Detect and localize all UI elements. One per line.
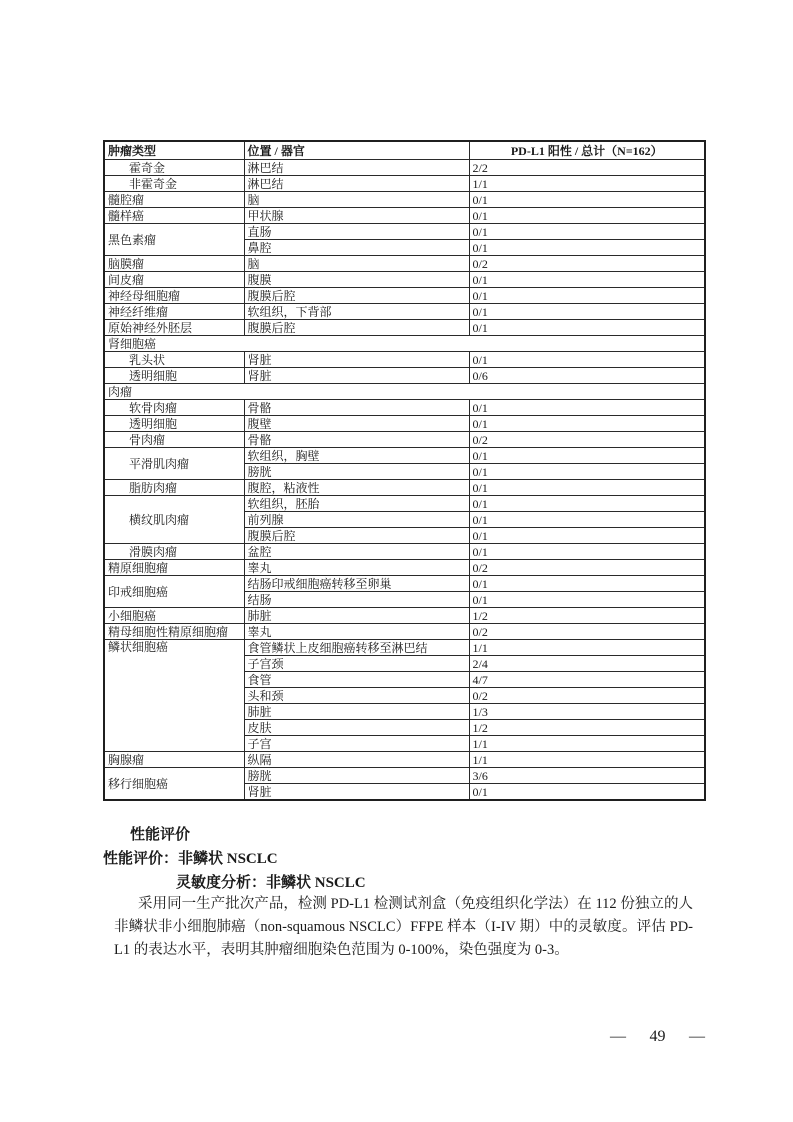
tumor-type-cell: 神经母细胞瘤	[104, 288, 244, 304]
location-cell: 膀胱	[244, 464, 469, 480]
table-row	[104, 432, 705, 448]
table-row	[104, 304, 705, 320]
tumor-type-cell: 透明细胞	[104, 368, 244, 384]
tumor-type-cell: 胸腺瘤	[104, 752, 244, 768]
table-row	[104, 416, 705, 432]
pdl1-count-cell: 4/7	[469, 672, 705, 688]
tumor-type-cell: 髓腔瘤	[104, 192, 244, 208]
table-row	[104, 400, 705, 416]
location-cell: 骨骼	[244, 432, 469, 448]
table-row	[104, 576, 705, 592]
location-cell: 盆腔	[244, 544, 469, 560]
section-label-cell: 肾细胞癌	[104, 336, 705, 352]
location-cell: 肺脏	[244, 704, 469, 720]
table-row	[104, 176, 705, 192]
pdl1-count-cell: 0/1	[469, 288, 705, 304]
location-cell: 软组织，胚胎	[244, 496, 469, 512]
tumor-table-body	[104, 160, 705, 801]
location-cell: 腹膜后腔	[244, 528, 469, 544]
table-row	[104, 320, 705, 336]
location-cell: 肾脏	[244, 352, 469, 368]
location-cell: 脑	[244, 256, 469, 272]
page-number-dash-right: —	[689, 1028, 705, 1045]
table-row	[104, 768, 705, 784]
tumor-type-cell: 原始神经外胚层	[104, 320, 244, 336]
tumor-type-cell: 骨肉瘤	[104, 432, 244, 448]
table-row	[104, 608, 705, 624]
tumor-type-cell: 平滑肌肉瘤	[104, 448, 244, 480]
pdl1-count-cell: 1/1	[469, 752, 705, 768]
pdl1-count-cell: 0/1	[469, 352, 705, 368]
tumor-type-cell: 非霍奇金	[104, 176, 244, 192]
tumor-type-cell: 霍奇金	[104, 160, 244, 176]
location-cell: 腹壁	[244, 416, 469, 432]
pdl1-count-cell: 0/1	[469, 544, 705, 560]
table-row	[104, 560, 705, 576]
table-row	[104, 480, 705, 496]
location-cell: 直肠	[244, 224, 469, 240]
pdl1-count-cell: 0/1	[469, 240, 705, 256]
col-header-location-organ: 位置 / 器官	[244, 141, 469, 160]
pdl1-count-cell: 0/2	[469, 432, 705, 448]
table-row	[104, 640, 705, 656]
page-number-value: 49	[649, 1028, 666, 1045]
table-row	[104, 448, 705, 464]
pdl1-count-cell: 0/2	[469, 624, 705, 640]
section-label-cell: 肉瘤	[104, 384, 705, 400]
location-cell: 软组织，下背部	[244, 304, 469, 320]
pdl1-count-cell: 0/2	[469, 256, 705, 272]
pdl1-count-cell: 0/1	[469, 784, 705, 801]
page-number-dash-left: —	[610, 1028, 626, 1045]
table-row	[104, 368, 705, 384]
pdl1-count-cell: 0/1	[469, 400, 705, 416]
location-cell: 肺脏	[244, 608, 469, 624]
location-cell: 腹膜后腔	[244, 320, 469, 336]
pdl1-count-cell: 0/6	[469, 368, 705, 384]
pdl1-count-cell: 0/1	[469, 192, 705, 208]
location-cell: 脑	[244, 192, 469, 208]
location-cell: 前列腺	[244, 512, 469, 528]
pdl1-count-cell: 0/1	[469, 448, 705, 464]
tumor-type-cell: 小细胞癌	[104, 608, 244, 624]
tumor-type-cell: 移行细胞癌	[104, 768, 244, 801]
pdl1-count-cell: 0/1	[469, 528, 705, 544]
pdl1-count-cell: 0/1	[469, 480, 705, 496]
section-title-performance-nsclc: 性能评价：非鳞状 NSCLC	[103, 851, 278, 867]
table-row	[104, 192, 705, 208]
pdl1-count-cell: 0/1	[469, 272, 705, 288]
table-row	[104, 624, 705, 640]
tumor-type-cell: 间皮瘤	[104, 272, 244, 288]
location-cell: 睾丸	[244, 624, 469, 640]
tumor-type-cell: 髓样癌	[104, 208, 244, 224]
pdl1-count-cell: 1/2	[469, 720, 705, 736]
pdl1-count-cell: 1/3	[469, 704, 705, 720]
location-cell: 鼻腔	[244, 240, 469, 256]
location-cell: 结肠	[244, 592, 469, 608]
pdl1-count-cell: 2/2	[469, 160, 705, 176]
location-cell: 子宫颈	[244, 656, 469, 672]
header-row	[104, 141, 705, 160]
tumor-type-cell: 横纹肌肉瘤	[104, 496, 244, 544]
location-cell: 肾脏	[244, 784, 469, 801]
tumor-type-cell: 精原细胞瘤	[104, 560, 244, 576]
section-title-sensitivity-analysis: 灵敏度分析：非鳞状 NSCLC	[176, 875, 366, 891]
tumor-type-cell: 印戒细胞癌	[104, 576, 244, 608]
section-title-performance: 性能评价	[130, 827, 191, 843]
table-row	[104, 272, 705, 288]
pdl1-count-cell: 1/1	[469, 640, 705, 656]
location-cell: 腹膜	[244, 272, 469, 288]
pdl1-count-cell: 0/1	[469, 464, 705, 480]
tumor-type-cell: 乳头状	[104, 352, 244, 368]
tumor-type-cell: 透明细胞	[104, 416, 244, 432]
pdl1-count-cell: 1/2	[469, 608, 705, 624]
pdl1-count-cell: 0/2	[469, 688, 705, 704]
tumor-type-cell: 精母细胞性精原细胞瘤	[104, 624, 244, 640]
location-cell: 结肠印戒细胞癌转移至卵巢	[244, 576, 469, 592]
tumor-type-cell: 脑膜瘤	[104, 256, 244, 272]
table-section-row	[104, 384, 705, 400]
pdl1-count-cell: 0/2	[469, 560, 705, 576]
table-row	[104, 352, 705, 368]
location-cell: 头和颈	[244, 688, 469, 704]
location-cell: 淋巴结	[244, 176, 469, 192]
table-row	[104, 544, 705, 560]
pdl1-count-cell: 0/1	[469, 576, 705, 592]
location-cell: 软组织，胸壁	[244, 448, 469, 464]
pdl1-count-cell: 0/1	[469, 416, 705, 432]
page-number	[610, 1028, 705, 1046]
sensitivity-paragraph: 采用同一生产批次产品，检测 PD-L1 检测试剂盒（免疫组织化学法）在 112 份独立的人非鳞状非小细胞肺癌（non-squamous NSCLC）FFPE 样本（I-IV 期）中的灵敏度。评估 PD-L1 的表达水平，表明其肿瘤细胞染色范围为 0-100%，染色强度为 0-3。	[114, 896, 693, 958]
tumor-type-table	[103, 140, 706, 801]
location-cell: 肾脏	[244, 368, 469, 384]
tumor-type-cell: 软骨肉瘤	[104, 400, 244, 416]
table-row	[104, 224, 705, 240]
table-row	[104, 160, 705, 176]
table-row	[104, 288, 705, 304]
location-cell: 食管鳞状上皮细胞癌转移至淋巴结	[244, 640, 469, 656]
pdl1-count-cell: 1/1	[469, 736, 705, 752]
location-cell: 甲状腺	[244, 208, 469, 224]
tumor-type-cell: 黑色素瘤	[104, 224, 244, 256]
location-cell: 淋巴结	[244, 160, 469, 176]
col-header-tumor-type: 肿瘤类型	[104, 141, 244, 160]
location-cell: 腹膜后腔	[244, 288, 469, 304]
location-cell: 膀胱	[244, 768, 469, 784]
pdl1-count-cell: 1/1	[469, 176, 705, 192]
table-row	[104, 208, 705, 224]
table-section-row	[104, 336, 705, 352]
location-cell: 食管	[244, 672, 469, 688]
table-row	[104, 496, 705, 512]
pdl1-count-cell: 0/1	[469, 496, 705, 512]
location-cell: 皮肤	[244, 720, 469, 736]
pdl1-count-cell: 0/1	[469, 320, 705, 336]
tumor-type-cell: 滑膜肉瘤	[104, 544, 244, 560]
tumor-table-header	[104, 141, 705, 160]
location-cell: 睾丸	[244, 560, 469, 576]
pdl1-count-cell: 0/1	[469, 224, 705, 240]
tumor-type-cell: 脂肪肉瘤	[104, 480, 244, 496]
table-row	[104, 256, 705, 272]
location-cell: 腹腔，粘液性	[244, 480, 469, 496]
table-row	[104, 752, 705, 768]
pdl1-count-cell: 2/4	[469, 656, 705, 672]
location-cell: 子宫	[244, 736, 469, 752]
pdl1-count-cell: 0/1	[469, 304, 705, 320]
tumor-type-cell: 鳞状细胞癌	[104, 640, 244, 752]
location-cell: 纵隔	[244, 752, 469, 768]
pdl1-count-cell: 0/1	[469, 512, 705, 528]
pdl1-count-cell: 3/6	[469, 768, 705, 784]
pdl1-count-cell: 0/1	[469, 592, 705, 608]
col-header-pdl1-positive-total: PD-L1 阳性 / 总计（N=162）	[469, 141, 705, 160]
tumor-type-cell: 神经纤维瘤	[104, 304, 244, 320]
pdl1-count-cell: 0/1	[469, 208, 705, 224]
location-cell: 骨骼	[244, 400, 469, 416]
